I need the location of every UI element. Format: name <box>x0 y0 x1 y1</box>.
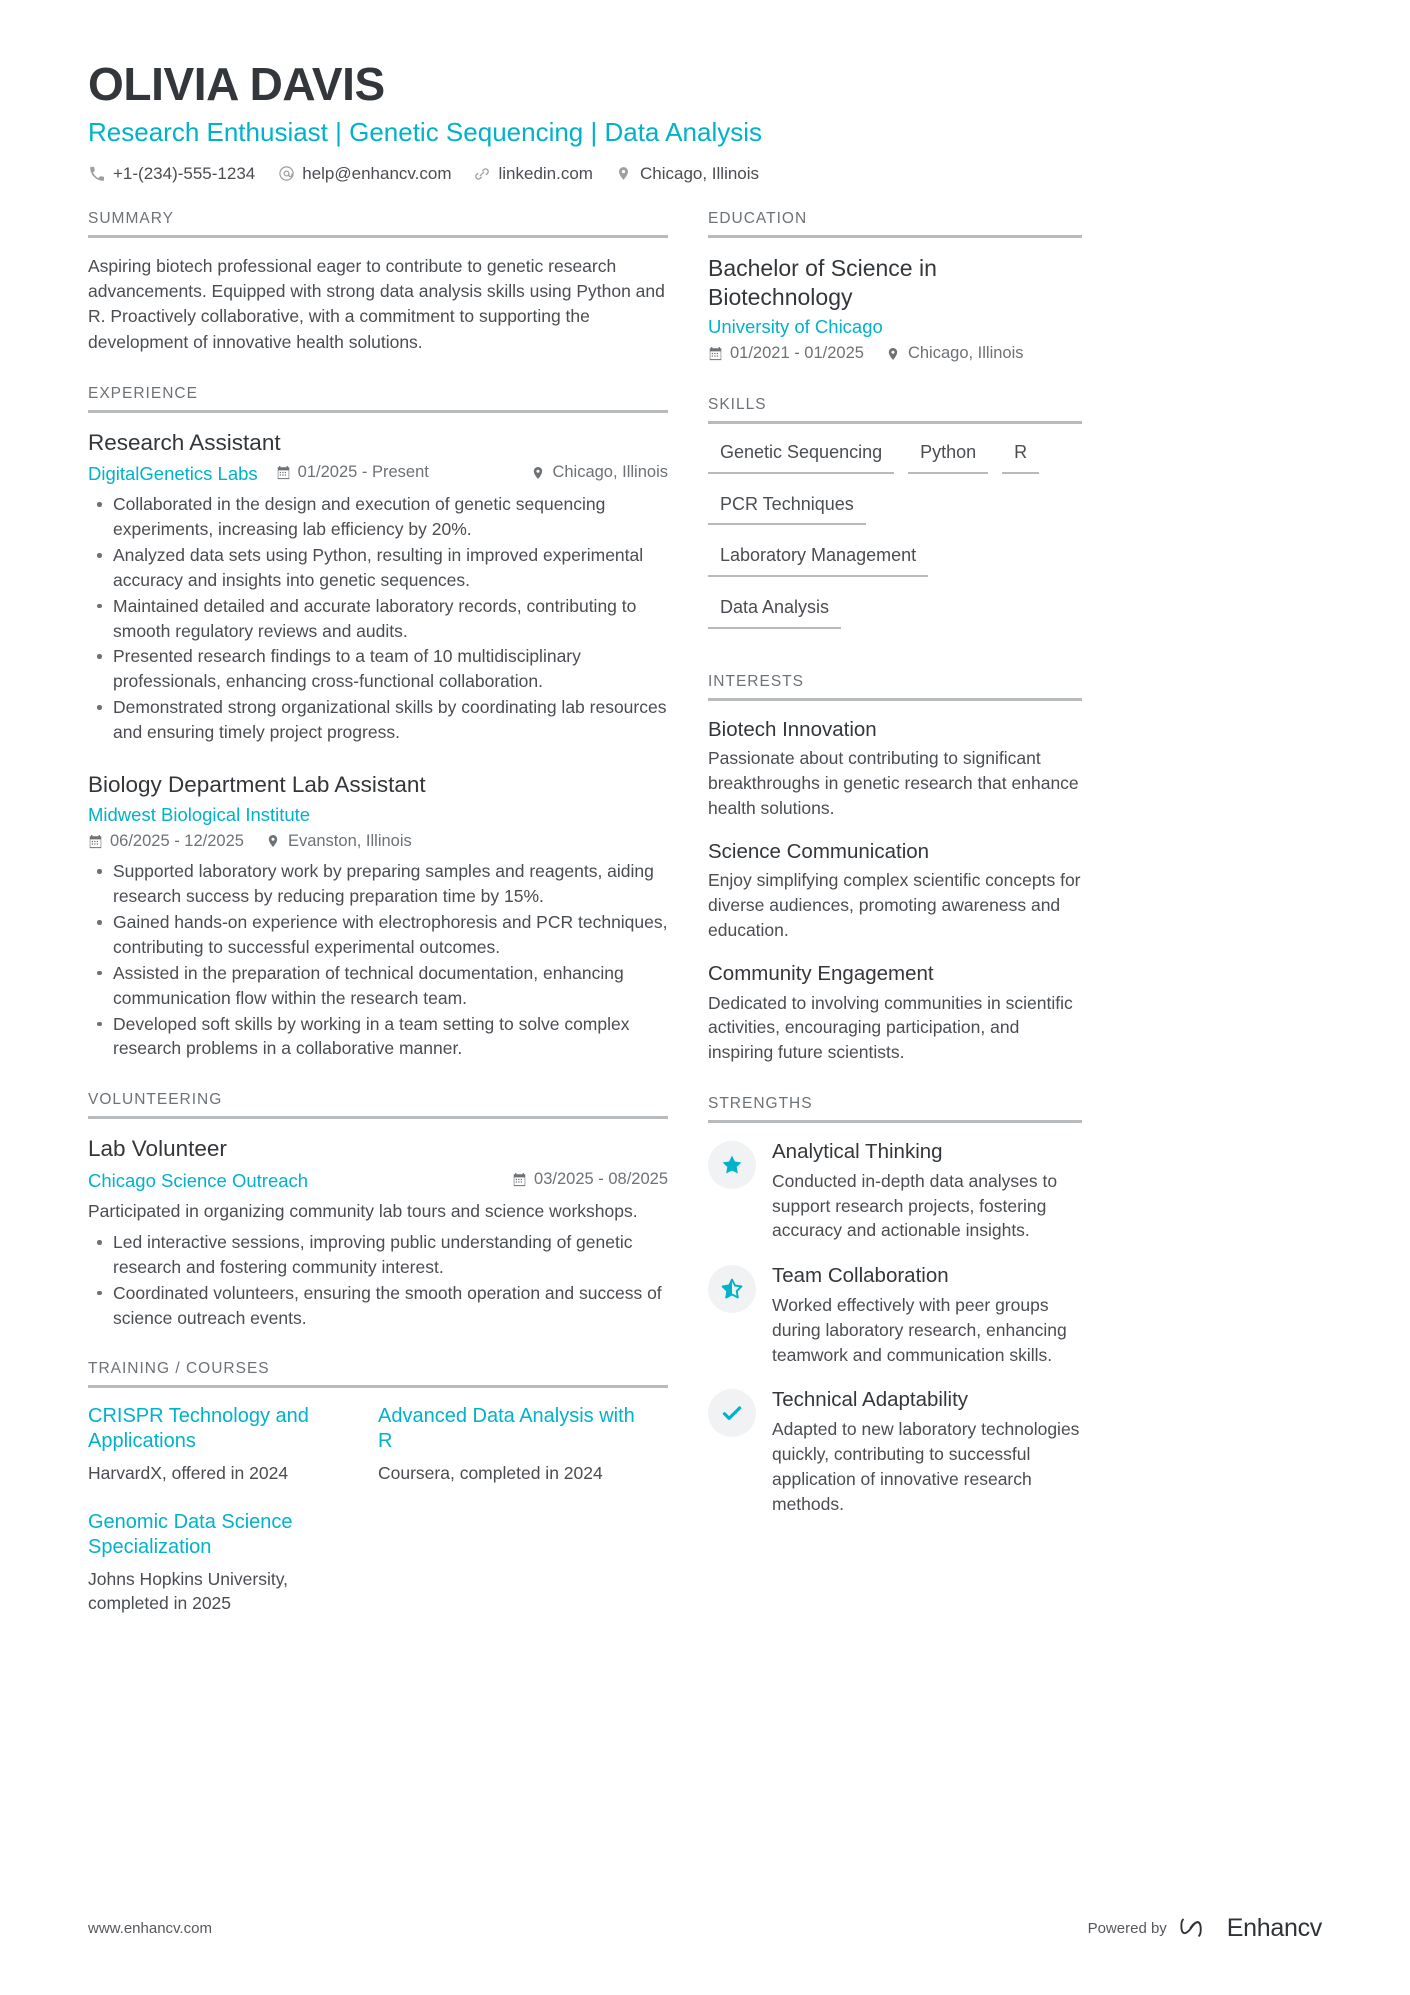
experience-location <box>530 460 668 485</box>
contact-link[interactable] <box>473 164 593 184</box>
experience-org-line <box>88 460 668 486</box>
star-filled-icon <box>720 1153 744 1177</box>
strength-title: Analytical Thinking <box>772 1140 943 1164</box>
section-summary <box>88 210 668 355</box>
strength-item <box>708 1263 1082 1367</box>
section-education <box>708 210 1082 366</box>
contact-phone-text: +1-(234)-555-1234 <box>113 163 256 183</box>
strength-description: Conducted in-depth data analyses to support research projects, fostering accuracy and actionable insights. <box>772 1170 1058 1241</box>
contact-email[interactable] <box>277 164 451 184</box>
section-title-summary: SUMMARY <box>88 209 174 227</box>
section-divider <box>708 421 1082 424</box>
volunteering-dates <box>512 1167 668 1192</box>
education-dates-text: 01/2021 - 01/2025 <box>730 344 864 363</box>
interest-title: Community Engagement <box>708 961 934 985</box>
education-entry <box>708 254 1082 366</box>
footer-website[interactable]: www.enhancv.com <box>88 1919 212 1937</box>
contact-email-text: help@enhancv.com <box>302 163 452 183</box>
section-training <box>88 1360 668 1638</box>
section-title-strengths: STRENGTHS <box>708 1095 813 1113</box>
bullet-item: Analyzed data sets using Python, resulting in improved experimental accuracy and insights into genetic sequences. <box>88 543 668 593</box>
experience-meta <box>276 460 668 485</box>
skill-tag: R <box>1002 436 1039 474</box>
interest-item <box>708 961 1082 1065</box>
experience-location <box>266 829 412 854</box>
calendar-icon <box>88 834 103 849</box>
course-title[interactable]: Genomic Data Science Specialization <box>88 1510 293 1558</box>
strength-item <box>708 1139 1082 1243</box>
education-degree: Bachelor of Science in Biotechnology <box>708 254 937 310</box>
left-column <box>88 210 668 1669</box>
footer-branding <box>1088 1913 1322 1943</box>
section-interests <box>708 673 1082 1066</box>
experience-dates-text: 01/2025 - Present <box>297 463 429 482</box>
section-skills <box>708 396 1082 642</box>
course-provider: Coursera, completed in 2024 <box>378 1463 603 1484</box>
location-icon <box>530 465 545 480</box>
bullet-item: Gained hands-on experience with electrophoresis and PCR techniques, contributing to successful experimental outcomes. <box>88 910 668 960</box>
resume-header <box>88 60 1322 184</box>
location-icon <box>615 165 633 183</box>
skill-tag: Data Analysis <box>708 591 841 629</box>
experience-entry <box>88 771 668 1061</box>
volunteering-bullets <box>88 1230 668 1330</box>
section-divider <box>708 235 1082 238</box>
skill-tag: Laboratory Management <box>708 539 928 577</box>
bullet-item: Led interactive sessions, improving public understanding of genetic research and fostering community interest. <box>88 1230 668 1280</box>
contact-location[interactable] <box>615 164 759 184</box>
phone-icon <box>88 165 106 183</box>
section-title-education: EDUCATION <box>708 209 808 227</box>
location-icon <box>266 834 281 849</box>
strength-item <box>708 1387 1082 1516</box>
candidate-name: OLIVIA DAVIS <box>88 58 385 110</box>
skill-tag: Python <box>908 436 988 474</box>
course-provider: HarvardX, offered in 2024 <box>88 1463 289 1484</box>
courses-grid <box>88 1404 668 1638</box>
section-title-interests: INTERESTS <box>708 672 804 690</box>
right-column <box>708 210 1082 1547</box>
education-location <box>886 341 1024 366</box>
section-divider <box>88 1385 668 1388</box>
strength-description: Worked effectively with peer groups during laboratory research, enhancing teamwork and communication skills. <box>772 1294 1067 1365</box>
location-icon <box>886 346 901 361</box>
email-icon <box>277 165 295 183</box>
interest-description: Passionate about contributing to significant breakthroughs in genetic research that enhance health solutions. <box>708 748 1079 818</box>
interest-title: Biotech Innovation <box>708 717 877 741</box>
experience-company[interactable]: DigitalGenetics Labs <box>88 463 258 485</box>
education-meta <box>708 341 1082 366</box>
contact-location-text: Chicago, Illinois <box>639 163 760 183</box>
bullet-item: Collaborated in the design and execution of genetic sequencing experiments, increasing lab efficiency by 20%. <box>88 492 668 542</box>
volunteering-meta <box>326 1167 668 1192</box>
section-experience <box>88 385 668 1062</box>
volunteering-description: Participated in organizing community lab tours and science workshops. <box>88 1200 638 1221</box>
brand-logo <box>1179 1913 1322 1943</box>
education-dates <box>708 341 864 366</box>
bullet-item: Maintained detailed and accurate laboratory records, contributing to smooth regulatory reviews and audits. <box>88 594 668 644</box>
experience-dates <box>88 829 244 854</box>
course-item <box>88 1404 378 1485</box>
contact-link-text: linkedin.com <box>498 163 593 183</box>
volunteering-entry <box>88 1135 668 1330</box>
strength-body <box>772 1139 1082 1243</box>
interest-description: Dedicated to involving communities in scientific activities, encouraging participation, and inspiring future scientists. <box>708 992 1073 1063</box>
bullet-item: Assisted in the preparation of technical documentation, enhancing communication flow within the research team. <box>88 961 668 1011</box>
experience-dates <box>276 460 429 485</box>
volunteering-role: Lab Volunteer <box>88 1136 227 1162</box>
experience-bullets <box>88 859 668 1061</box>
volunteering-org[interactable]: Chicago Science Outreach <box>88 1169 309 1191</box>
interest-item <box>708 839 1082 943</box>
strength-icon-badge <box>708 1265 756 1313</box>
star-half-icon <box>720 1277 744 1301</box>
skill-tag: Genetic Sequencing <box>708 436 894 474</box>
volunteering-dates-text: 03/2025 - 08/2025 <box>534 1169 668 1188</box>
bullet-item: Coordinated volunteers, ensuring the smooth operation and success of science outreach events. <box>88 1281 668 1331</box>
resume-columns <box>88 210 1322 1669</box>
section-divider <box>708 1120 1082 1123</box>
strength-icon-badge <box>708 1389 756 1437</box>
powered-by-label: Powered by <box>1087 1919 1167 1937</box>
experience-location-text: Chicago, Illinois <box>552 463 668 482</box>
strength-title: Team Collaboration <box>772 1264 949 1288</box>
experience-bullets <box>88 492 668 744</box>
calendar-icon <box>512 1172 527 1187</box>
education-location-text: Chicago, Illinois <box>907 344 1024 363</box>
candidate-headline: Research Enthusiast | Genetic Sequencing | Data Analysis <box>88 116 762 147</box>
interest-title: Science Communication <box>708 839 930 863</box>
education-school[interactable]: University of Chicago <box>708 316 883 338</box>
interest-description: Enjoy simplifying complex scientific concepts for diverse audiences, promoting awareness and education. <box>708 870 1081 941</box>
section-volunteering <box>88 1091 668 1330</box>
calendar-icon <box>708 346 723 361</box>
resume-footer <box>88 1913 1322 1943</box>
experience-meta <box>88 829 668 854</box>
course-provider: Johns Hopkins University, completed in 2025 <box>88 1568 289 1613</box>
experience-company[interactable]: Midwest Biological Institute <box>88 803 311 825</box>
contact-phone[interactable] <box>88 164 255 184</box>
experience-entry <box>88 429 668 745</box>
contact-row <box>88 164 1322 184</box>
course-title[interactable]: CRISPR Technology and Applications <box>88 1405 309 1453</box>
section-divider <box>88 410 668 413</box>
calendar-icon <box>276 465 291 480</box>
section-divider <box>88 1116 668 1119</box>
strength-title: Technical Adaptability <box>772 1388 969 1412</box>
experience-location-text: Evanston, Illinois <box>287 831 412 850</box>
experience-job-title: Research Assistant <box>88 429 281 455</box>
section-title-skills: SKILLS <box>708 396 767 414</box>
skills-list <box>708 436 1082 642</box>
section-divider <box>88 235 668 238</box>
summary-text: Aspiring biotech professional eager to contribute to genetic research advancements. Equipped with strong data analysis skills using Python and R. Proactively collaborative, with a commitment to supporting the development of innovative health solutions. <box>88 255 665 352</box>
course-title[interactable]: Advanced Data Analysis with R <box>378 1405 635 1453</box>
check-icon <box>720 1401 744 1425</box>
course-item <box>88 1510 378 1615</box>
interest-item <box>708 717 1082 821</box>
section-title-experience: EXPERIENCE <box>88 384 198 402</box>
strength-icon-badge <box>708 1141 756 1189</box>
experience-dates-text: 06/2025 - 12/2025 <box>110 831 244 850</box>
brand-name: Enhancv <box>1226 1913 1322 1942</box>
section-title-training: TRAINING / COURSES <box>88 1360 270 1378</box>
strength-description: Adapted to new laboratory technologies quickly, contributing to successful application of innovative research methods. <box>772 1419 1080 1514</box>
skill-tag: PCR Techniques <box>708 488 866 526</box>
bullet-item: Demonstrated strong organizational skills by coordinating lab resources and ensuring timely project progress. <box>88 695 668 745</box>
enhancv-logo-icon <box>1179 1913 1219 1943</box>
section-title-volunteering: VOLUNTEERING <box>88 1091 223 1109</box>
course-item <box>378 1404 668 1485</box>
bullet-item: Developed soft skills by working in a team setting to solve complex research problems in a collaborative manner. <box>88 1012 668 1062</box>
section-divider <box>708 698 1082 701</box>
section-strengths <box>708 1095 1082 1516</box>
bullet-item: Supported laboratory work by preparing samples and reagents, aiding research success by reducing preparation time by 15%. <box>88 859 668 909</box>
volunteering-org-line <box>88 1167 668 1193</box>
experience-job-title: Biology Department Lab Assistant <box>88 771 426 797</box>
bullet-item: Presented research findings to a team of 10 multidisciplinary professionals, enhancing cross-functional collaboration. <box>88 644 668 694</box>
strength-body <box>772 1263 1082 1367</box>
link-icon <box>473 165 491 183</box>
strength-body <box>772 1387 1082 1516</box>
